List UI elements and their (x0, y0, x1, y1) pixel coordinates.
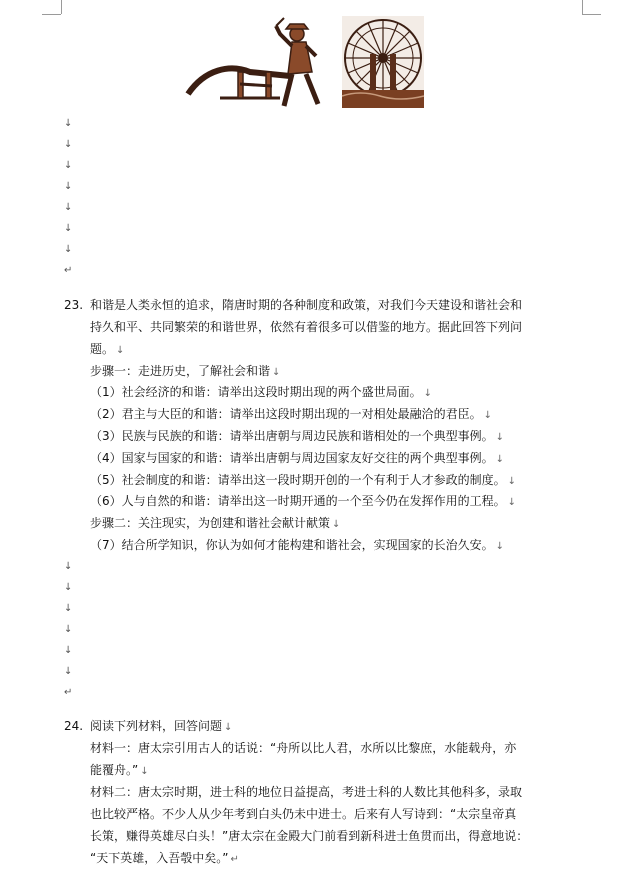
paragraph-mark: ↓ (64, 582, 73, 593)
paragraph-mark: ↓ (64, 645, 73, 656)
question-23-intro-line-1: 和谐是人类永恒的追求，隋唐时期的各种制度和政策，对我们今天建设和谐社会和 (90, 298, 523, 312)
paragraph-mark: ↓ (64, 160, 73, 171)
question-24-intro: 阅读下列材料，回答问题 ↓ (90, 719, 233, 733)
question-23-item-4: （4）国家与国家的和谐：请举出唐朝与周边国家友好交往的两个典型事例。 ↓ (90, 451, 505, 465)
waterwheel-picture (342, 16, 424, 108)
material-2-line-2: 也比较严格。不少人从少年考到白头仍未中进士。后来有人写诗到：“太宗皇帝真 (90, 807, 517, 821)
material-2-line-1: 材料二：唐太宗时期，进士科的地位日益提高，考进士科的人数比其他科多，录取 (90, 785, 523, 799)
paragraph-mark: ↓ (64, 666, 73, 677)
question-24-number: 24. (64, 719, 84, 733)
paragraph-mark: ↓ (64, 244, 73, 255)
paragraph-mark: ↵ (64, 265, 73, 276)
paragraph-mark: ↓ (64, 202, 73, 213)
crop-mark-top-right (582, 0, 584, 14)
paragraph-mark: ↓ (64, 223, 73, 234)
material-1-line-2: 能覆舟。” ↓ (90, 763, 149, 777)
question-23-item-7: （7）结合所学知识，你认为如何才能构建和谐社会，实现国家的长治久安。 ↓ (90, 538, 505, 552)
material-2-line-3: 长策，赚得英雄尽白头！”唐太宗在金殿大门前看到新科进士鱼贯而出，得意地说： (90, 829, 529, 843)
material-2-line-4: “天下英雄，入吾彀中矣。” ↵ (90, 851, 239, 865)
crop-mark-top-left-h (42, 13, 61, 15)
paragraph-mark: ↓ (64, 181, 73, 192)
crop-mark-top-left (60, 0, 62, 14)
plough-farmer-picture (188, 18, 318, 106)
paragraph-mark: ↓ (64, 603, 73, 614)
plough-and-waterwheel-illustration (180, 14, 430, 110)
question-23-item-5: （5）社会制度的和谐：请举出这一段时期开创的一个有利于人才参政的制度。 ↓ (90, 473, 517, 487)
question-23-step-2: 步骤二：关注现实，为创建和谐社会献计献策 ↓ (90, 516, 341, 530)
paragraph-mark: ↵ (64, 687, 73, 698)
question-23-item-6: （6）人与自然的和谐：请举出这一时期开通的一个至今仍在发挥作用的工程。 ↓ (90, 494, 517, 508)
question-23-item-3: （3）民族与民族的和谐：请举出唐朝与周边民族和谐相处的一个典型事例。 ↓ (90, 429, 505, 443)
question-23-item-2: （2）君主与大臣的和谐：请举出这段时期出现的一对相处最融洽的君臣。 ↓ (90, 407, 493, 421)
paragraph-mark: ↓ (64, 118, 73, 129)
question-23-item-1: （1）社会经济的和谐：请举出这段时期出现的两个盛世局面。 ↓ (90, 385, 433, 399)
material-1-line-1: 材料一：唐太宗引用古人的话说：“舟所以比人君，水所以比黎庶，水能载舟，亦 (90, 741, 517, 755)
question-23-intro-line-3: 题。 ↓ (90, 342, 125, 356)
paragraph-mark: ↓ (64, 139, 73, 150)
question-23-number: 23. (64, 298, 84, 312)
paragraph-mark: ↓ (64, 624, 73, 635)
crop-mark-top-right-h (582, 13, 601, 15)
question-23-intro-line-2: 持久和平、共同繁荣的和谐世界，依然有着很多可以借鉴的地方。据此回答下列问 (90, 320, 523, 334)
question-23-step-1: 步骤一：走进历史，了解社会和谐 ↓ (90, 364, 281, 378)
paragraph-mark: ↓ (64, 561, 73, 572)
